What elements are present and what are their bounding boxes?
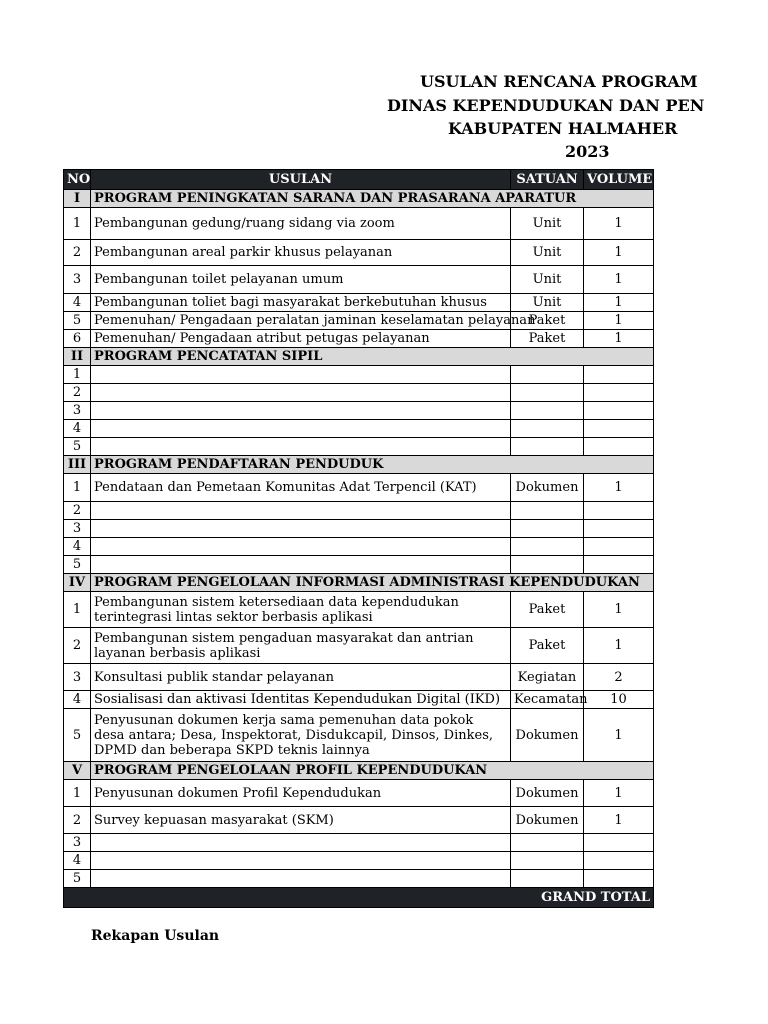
row-usulan — [91, 502, 511, 520]
row-number: 2 — [64, 240, 91, 266]
row-usulan: Pembangunan toliet bagi masyarakat berkebutuhan khusus — [91, 294, 511, 312]
title-line-1: USULAN RENCANA PROGRAM — [420, 72, 698, 91]
row-volume — [584, 538, 654, 556]
row-usulan — [91, 384, 511, 402]
row-number: 2 — [64, 628, 91, 664]
table-row — [64, 438, 654, 456]
row-volume — [584, 402, 654, 420]
table-row — [64, 780, 654, 807]
table-row — [64, 709, 654, 762]
section-title: PROGRAM PENGELOLAAN INFORMASI ADMINISTRASI KEPENDUDUKAN — [91, 574, 654, 592]
row-usulan: Penyusunan dokumen kerja sama pemenuhan data pokok desa antara; Desa, Inspektorat, Disdukcapil, Dinsos, Dinkes, DPMD dan beberapa SKPD teknis lainnya — [91, 709, 511, 762]
row-usulan: Pembangunan gedung/ruang sidang via zoom — [91, 208, 511, 240]
row-usulan: Pembangunan areal parkir khusus pelayanan — [91, 240, 511, 266]
row-satuan: Dokumen — [511, 780, 584, 807]
row-satuan — [511, 502, 584, 520]
row-volume — [584, 420, 654, 438]
section-number: IV — [64, 574, 91, 592]
section-row — [64, 762, 654, 780]
row-satuan — [511, 852, 584, 870]
table-row — [64, 852, 654, 870]
row-satuan — [511, 870, 584, 888]
table-row — [64, 402, 654, 420]
row-volume: 1 — [584, 780, 654, 807]
section-title: PROGRAM PENDAFTARAN PENDUDUK — [91, 456, 654, 474]
row-volume: 1 — [584, 312, 654, 330]
header-satuan: SATUAN — [511, 170, 584, 190]
row-volume: 1 — [584, 208, 654, 240]
row-usulan: Konsultasi publik standar pelayanan — [91, 664, 511, 691]
row-usulan: Pemenuhan/ Pengadaan atribut petugas pelayanan — [91, 330, 511, 348]
row-usulan — [91, 420, 511, 438]
row-satuan — [511, 834, 584, 852]
table-header-row — [64, 170, 654, 190]
row-usulan: Pembangunan sistem pengaduan masyarakat dan antrian layanan berbasis aplikasi — [91, 628, 511, 664]
row-usulan — [91, 402, 511, 420]
row-volume — [584, 366, 654, 384]
row-volume — [584, 438, 654, 456]
row-satuan — [511, 420, 584, 438]
table-row — [64, 628, 654, 664]
row-volume — [584, 502, 654, 520]
row-volume: 1 — [584, 709, 654, 762]
row-usulan: Sosialisasi dan aktivasi Identitas Kependudukan Digital (IKD) — [91, 691, 511, 709]
row-number: 1 — [64, 208, 91, 240]
row-satuan: Unit — [511, 208, 584, 240]
header-volume: VOLUME — [584, 170, 654, 190]
row-volume: 1 — [584, 807, 654, 834]
table-row — [64, 664, 654, 691]
row-volume — [584, 852, 654, 870]
table-row — [64, 420, 654, 438]
section-row — [64, 348, 654, 366]
table-row — [64, 312, 654, 330]
row-number: 2 — [64, 807, 91, 834]
row-volume — [584, 834, 654, 852]
row-number: 6 — [64, 330, 91, 348]
table-row — [64, 294, 654, 312]
row-volume: 1 — [584, 474, 654, 502]
row-satuan: Kegiatan — [511, 664, 584, 691]
row-volume: 1 — [584, 240, 654, 266]
row-number: 4 — [64, 294, 91, 312]
row-volume: 10 — [584, 691, 654, 709]
row-number: 1 — [64, 366, 91, 384]
row-volume: 2 — [584, 664, 654, 691]
table-row — [64, 208, 654, 240]
section-number: V — [64, 762, 91, 780]
row-satuan — [511, 538, 584, 556]
row-satuan — [511, 402, 584, 420]
row-satuan: Paket — [511, 330, 584, 348]
row-usulan — [91, 538, 511, 556]
row-satuan: Kecamatan — [511, 691, 584, 709]
row-volume — [584, 384, 654, 402]
row-satuan: Unit — [511, 266, 584, 294]
grand-total-label: GRAND TOTAL — [64, 888, 654, 908]
table-row — [64, 807, 654, 834]
row-number: 5 — [64, 312, 91, 330]
section-number: II — [64, 348, 91, 366]
row-usulan — [91, 520, 511, 538]
header-no: NO — [64, 170, 91, 190]
section-title: PROGRAM PENGELOLAAN PROFIL KEPENDUDUKAN — [91, 762, 654, 780]
section-title: PROGRAM PENCATATAN SIPIL — [91, 348, 654, 366]
table-row — [64, 538, 654, 556]
row-satuan: Paket — [511, 628, 584, 664]
row-volume — [584, 556, 654, 574]
row-number: 3 — [64, 834, 91, 852]
header-usulan: USULAN — [91, 170, 511, 190]
row-number: 1 — [64, 474, 91, 502]
table-row — [64, 592, 654, 628]
row-usulan — [91, 852, 511, 870]
row-number: 2 — [64, 502, 91, 520]
row-number: 5 — [64, 556, 91, 574]
row-number: 4 — [64, 691, 91, 709]
row-usulan: Pembangunan toilet pelayanan umum — [91, 266, 511, 294]
row-satuan — [511, 366, 584, 384]
row-satuan: Unit — [511, 294, 584, 312]
row-volume — [584, 520, 654, 538]
row-volume — [584, 870, 654, 888]
row-volume: 1 — [584, 330, 654, 348]
section-row — [64, 190, 654, 208]
row-number: 4 — [64, 852, 91, 870]
grand-total-row — [64, 888, 654, 908]
row-usulan — [91, 834, 511, 852]
row-satuan — [511, 384, 584, 402]
section-row — [64, 574, 654, 592]
section-number: I — [64, 190, 91, 208]
section-title: PROGRAM PENINGKATAN SARANA DAN PRASARANA APARATUR — [91, 190, 654, 208]
row-number: 2 — [64, 384, 91, 402]
table-row — [64, 366, 654, 384]
table-row — [64, 834, 654, 852]
table-row — [64, 691, 654, 709]
row-volume: 1 — [584, 266, 654, 294]
usulan-table — [63, 169, 654, 908]
row-number: 4 — [64, 420, 91, 438]
row-volume: 1 — [584, 628, 654, 664]
title-line-3: KABUPATEN HALMAHER — [448, 119, 678, 138]
title-year: 2023 — [565, 142, 610, 161]
row-usulan: Pendataan dan Pemetaan Komunitas Adat Terpencil (KAT) — [91, 474, 511, 502]
table-row — [64, 556, 654, 574]
section-number: III — [64, 456, 91, 474]
row-volume: 1 — [584, 294, 654, 312]
row-satuan — [511, 438, 584, 456]
row-volume: 1 — [584, 592, 654, 628]
row-satuan: Dokumen — [511, 474, 584, 502]
row-usulan — [91, 366, 511, 384]
table-row — [64, 870, 654, 888]
table-row — [64, 474, 654, 502]
row-usulan: Survey kepuasan masyarakat (SKM) — [91, 807, 511, 834]
row-satuan: Paket — [511, 592, 584, 628]
row-usulan — [91, 438, 511, 456]
table-row — [64, 502, 654, 520]
row-usulan: Pembangunan sistem ketersediaan data kependudukan terintegrasi lintas sektor berbasis aplikasi — [91, 592, 511, 628]
table-row — [64, 330, 654, 348]
row-number: 5 — [64, 438, 91, 456]
row-satuan: Unit — [511, 240, 584, 266]
table-row — [64, 266, 654, 294]
table-row — [64, 384, 654, 402]
row-number: 3 — [64, 520, 91, 538]
row-satuan: Paket — [511, 312, 584, 330]
row-usulan: Penyusunan dokumen Profil Kependudukan — [91, 780, 511, 807]
row-usulan — [91, 870, 511, 888]
title-block — [0, 0, 705, 170]
row-satuan — [511, 520, 584, 538]
row-satuan: Dokumen — [511, 807, 584, 834]
table-row — [64, 520, 654, 538]
row-number: 3 — [64, 664, 91, 691]
row-usulan: Pemenuhan/ Pengadaan peralatan jaminan keselamatan pelayanan — [91, 312, 511, 330]
row-number: 3 — [64, 266, 91, 294]
row-number: 4 — [64, 538, 91, 556]
row-number: 3 — [64, 402, 91, 420]
row-number: 5 — [64, 870, 91, 888]
section-row — [64, 456, 654, 474]
row-satuan: Dokumen — [511, 709, 584, 762]
table-row — [64, 240, 654, 266]
rekapan-usulan-label: Rekapan Usulan — [91, 928, 220, 944]
row-number: 1 — [64, 780, 91, 807]
row-number: 1 — [64, 592, 91, 628]
row-satuan — [511, 556, 584, 574]
row-number: 5 — [64, 709, 91, 762]
row-usulan — [91, 556, 511, 574]
title-line-2: DINAS KEPENDUDUKAN DAN PEN — [387, 96, 705, 115]
